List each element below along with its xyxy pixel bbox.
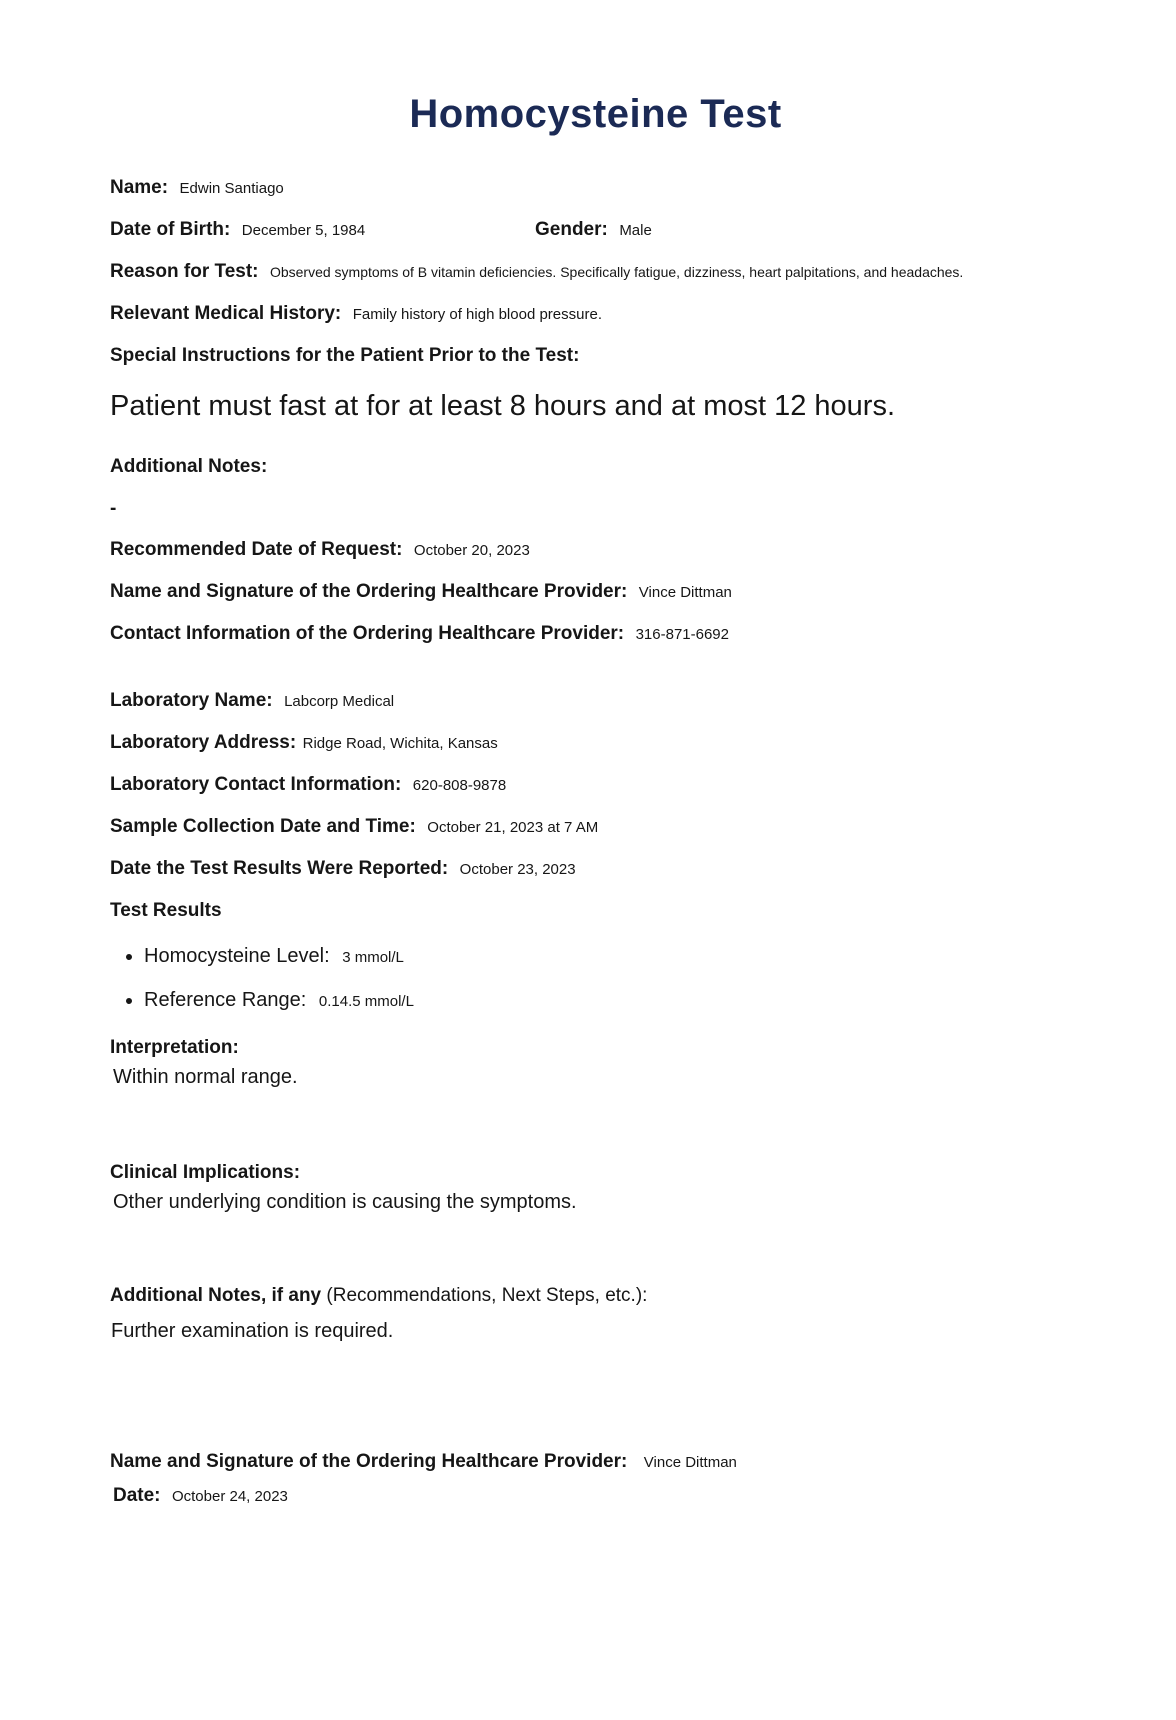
lab-address-value: Ridge Road, Wichita, Kansas [302,735,498,752]
signature-provider-label: Name and Signature of the Ordering Healthcare Provider: [110,1451,628,1472]
request-date-label: Recommended Date of Request: [110,539,403,560]
document [0,90,1176,1568]
homocysteine-level-label: Homocysteine Level: [144,945,330,967]
request-date-value: October 20, 2023 [413,542,530,559]
gender-value: Male [619,222,652,239]
signature-date-row [110,1484,1136,1508]
request-contact-row [110,622,1136,646]
request-provider-label: Name and Signature of the Ordering Healthcare Provider: [110,581,628,602]
special-instructions-text: Patient must fast at for at least 8 hours and at most 12 hours. [110,390,896,422]
lab-address-label: Laboratory Address: [110,732,297,753]
name-row [110,176,1136,200]
final-notes-label-regular: (Recommendations, Next Steps, etc.): [321,1285,648,1306]
sample-collection-value: October 21, 2023 at 7 AM [427,819,599,836]
reason-row [110,260,1136,284]
reason-value: Observed symptoms of B vitamin deficiencies. Specifically fatigue, dizziness, heart palpitations, and headaches. [269,264,964,280]
test-results-list [110,944,1136,1014]
date-reported-label: Date the Test Results Were Reported: [110,858,449,879]
request-provider-value: Vince Dittman [638,584,732,601]
signature-provider-row [110,1450,1136,1474]
dob-group [110,218,535,242]
request-date-row [110,538,1136,562]
signature-provider-value: Vince Dittman [643,1454,737,1471]
date-reported-value: October 23, 2023 [459,861,576,878]
date-reported-row [110,857,1136,881]
gender-label: Gender: [535,219,608,240]
request-contact-value: 316-871-6692 [635,626,729,643]
homocysteine-level-value: 3 mmol/L [342,949,404,966]
additional-notes-value: - [110,498,117,519]
dob-value: December 5, 1984 [241,222,366,239]
signature-date-value: October 24, 2023 [171,1488,288,1505]
name-label: Name: [110,177,169,198]
reason-label: Reason for Test: [110,261,259,282]
history-label: Relevant Medical History: [110,303,342,324]
additional-notes-label: Additional Notes: [110,456,268,477]
reference-range-label: Reference Range: [144,989,307,1011]
history-value: Family history of high blood pressure. [352,306,602,323]
special-instructions-label: Special Instructions for the Patient Prior to the Test: [110,345,580,366]
final-notes-label-bold: Additional Notes, if any [110,1285,322,1306]
lab-contact-label: Laboratory Contact Information: [110,774,402,795]
history-row [110,302,1136,326]
lab-address-row [110,731,1136,755]
dob-label: Date of Birth: [110,219,231,240]
gender-group [535,218,652,242]
lab-name-value: Labcorp Medical [284,693,395,710]
lab-contact-row [110,773,1136,797]
dob-gender-row [110,218,1136,242]
additional-notes-row [110,455,1136,479]
test-results-heading: Test Results [110,900,222,921]
interpretation-label: Interpretation: [110,1037,239,1058]
special-instructions-row [110,344,1136,368]
request-provider-row [110,580,1136,604]
result-item-reference-range [144,988,1136,1014]
clinical-implications-label: Clinical Implications: [110,1162,301,1183]
lab-name-row [110,689,1136,713]
lab-contact-value: 620-808-9878 [412,777,507,794]
final-notes-text: Further examination is required. [111,1320,394,1342]
clinical-implications-text: Other underlying condition is causing the symptoms. [113,1191,577,1213]
name-value: Edwin Santiago [179,180,284,197]
sample-collection-row [110,815,1136,839]
request-contact-label: Contact Information of the Ordering Healthcare Provider: [110,623,625,644]
reference-range-value: 0.14.5 mmol/L [318,993,414,1010]
interpretation-text: Within normal range. [113,1066,298,1088]
result-item-homocysteine [144,944,1136,970]
page-title: Homocysteine Test [409,92,782,136]
final-notes-label [110,1284,1136,1307]
signature-date-label: Date: [113,1485,161,1506]
sample-collection-label: Sample Collection Date and Time: [110,816,416,837]
lab-name-label: Laboratory Name: [110,690,273,711]
